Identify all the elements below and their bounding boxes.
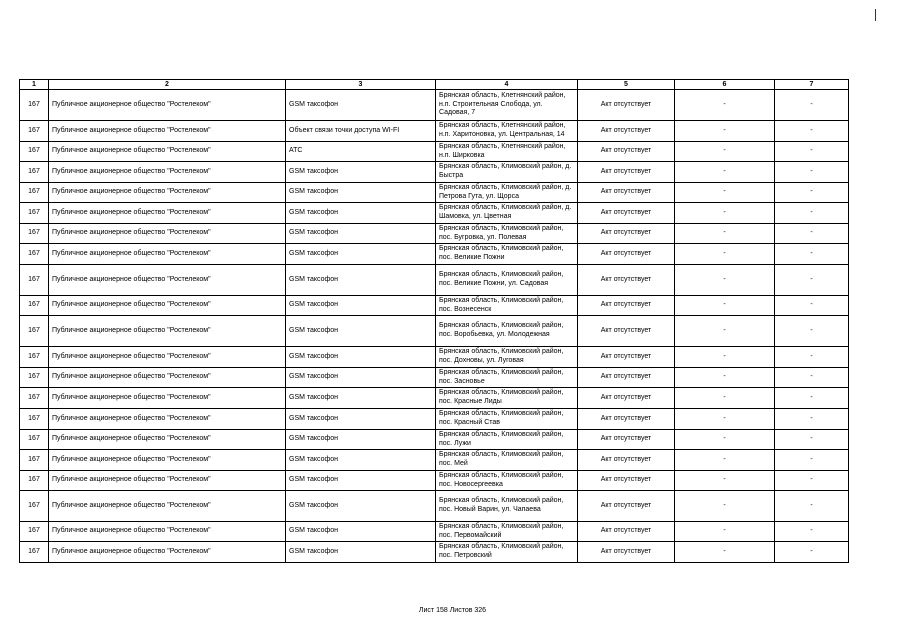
column-7-cell: - (775, 450, 849, 471)
row-number-cell: 167 (20, 183, 49, 203)
column-7-cell: - (775, 347, 849, 368)
column-6-cell: - (675, 450, 775, 471)
column-7-cell: - (775, 265, 849, 296)
organization-cell: Публичное акционерное общество "Ростелеком" (49, 296, 286, 316)
header-row (20, 80, 849, 90)
column-7-cell: - (775, 522, 849, 542)
table-row (20, 450, 849, 471)
table-row (20, 522, 849, 542)
row-number-cell: 167 (20, 522, 49, 542)
table-row (20, 142, 849, 162)
row-number-cell: 167 (20, 224, 49, 244)
header-cell: 4 (436, 80, 578, 90)
header-cell: 5 (578, 80, 675, 90)
row-number-cell: 167 (20, 430, 49, 450)
object-cell: GSM таксофон (286, 491, 436, 522)
column-6-cell: - (675, 522, 775, 542)
row-number-cell: 167 (20, 244, 49, 265)
column-7-cell: - (775, 471, 849, 491)
act-cell: Акт отсутствует (578, 121, 675, 142)
organization-cell: Публичное акционерное общество "Ростелеком" (49, 542, 286, 563)
organization-cell: Публичное акционерное общество "Ростелеком" (49, 162, 286, 183)
column-6-cell: - (675, 542, 775, 563)
column-6-cell: - (675, 409, 775, 430)
object-cell: GSM таксофон (286, 522, 436, 542)
act-cell: Акт отсутствует (578, 90, 675, 121)
organization-cell: Публичное акционерное общество "Ростелеком" (49, 522, 286, 542)
column-7-cell: - (775, 121, 849, 142)
organization-cell: Публичное акционерное общество "Ростелеком" (49, 430, 286, 450)
column-6-cell: - (675, 316, 775, 347)
table-row (20, 491, 849, 522)
margin-mark (875, 9, 876, 21)
object-cell: GSM таксофон (286, 224, 436, 244)
organization-cell: Публичное акционерное общество "Ростелеком" (49, 491, 286, 522)
column-7-cell: - (775, 316, 849, 347)
address-cell: Брянская область, Климовский район, пос. Вознесенск (436, 296, 578, 316)
table-row (20, 542, 849, 563)
act-cell: Акт отсутствует (578, 368, 675, 388)
column-7-cell: - (775, 183, 849, 203)
header-cell: 3 (286, 80, 436, 90)
column-7-cell: - (775, 296, 849, 316)
table-row (20, 162, 849, 183)
table-row (20, 296, 849, 316)
address-cell: Брянская область, Климовский район, пос. Великие Пожни (436, 244, 578, 265)
column-7-cell: - (775, 244, 849, 265)
column-7-cell: - (775, 90, 849, 121)
object-cell: GSM таксофон (286, 183, 436, 203)
organization-cell: Публичное акционерное общество "Ростелеком" (49, 142, 286, 162)
column-6-cell: - (675, 162, 775, 183)
column-6-cell: - (675, 388, 775, 409)
column-7-cell: - (775, 409, 849, 430)
row-number-cell: 167 (20, 316, 49, 347)
address-cell: Брянская область, Клетнянский район, н.п. Ширковка (436, 142, 578, 162)
object-cell: Объект связи точки доступа WI-FI (286, 121, 436, 142)
address-cell: Брянская область, Климовский район, пос. Бугровка, ул. Полевая (436, 224, 578, 244)
act-cell: Акт отсутствует (578, 430, 675, 450)
row-number-cell: 167 (20, 388, 49, 409)
row-number-cell: 167 (20, 409, 49, 430)
organization-cell: Публичное акционерное общество "Ростелеком" (49, 183, 286, 203)
row-number-cell: 167 (20, 368, 49, 388)
address-cell: Брянская область, Климовский район, пос. Воробьевка, ул. Молодежная (436, 316, 578, 347)
column-7-cell: - (775, 142, 849, 162)
table-row (20, 316, 849, 347)
row-number-cell: 167 (20, 347, 49, 368)
organization-cell: Публичное акционерное общество "Ростелеком" (49, 409, 286, 430)
column-6-cell: - (675, 430, 775, 450)
act-cell: Акт отсутствует (578, 388, 675, 409)
table-row (20, 347, 849, 368)
table-row (20, 90, 849, 121)
column-7-cell: - (775, 388, 849, 409)
act-cell: Акт отсутствует (578, 183, 675, 203)
object-cell: GSM таксофон (286, 90, 436, 121)
row-number-cell: 167 (20, 450, 49, 471)
table-row (20, 265, 849, 296)
address-cell: Брянская область, Климовский район, пос. Дохновы, ул. Луговая (436, 347, 578, 368)
act-cell: Акт отсутствует (578, 296, 675, 316)
organization-cell: Публичное акционерное общество "Ростелеком" (49, 90, 286, 121)
act-cell: Акт отсутствует (578, 162, 675, 183)
row-number-cell: 167 (20, 491, 49, 522)
column-6-cell: - (675, 224, 775, 244)
table-row (20, 203, 849, 224)
object-cell: GSM таксофон (286, 388, 436, 409)
organization-cell: Публичное акционерное общество "Ростелеком" (49, 265, 286, 296)
object-cell: GSM таксофон (286, 368, 436, 388)
row-number-cell: 167 (20, 471, 49, 491)
object-cell: GSM таксофон (286, 162, 436, 183)
object-cell: GSM таксофон (286, 542, 436, 563)
act-cell: Акт отсутствует (578, 522, 675, 542)
column-6-cell: - (675, 121, 775, 142)
object-cell: GSM таксофон (286, 347, 436, 368)
column-6-cell: - (675, 90, 775, 121)
organization-cell: Публичное акционерное общество "Ростелеком" (49, 450, 286, 471)
header-cell: 1 (20, 80, 49, 90)
column-7-cell: - (775, 224, 849, 244)
table-row (20, 471, 849, 491)
address-cell: Брянская область, Климовский район, пос. Засновье (436, 368, 578, 388)
table-body (20, 90, 849, 563)
address-cell: Брянская область, Климовский район, пос. Красный Став (436, 409, 578, 430)
address-cell: Брянская область, Климовский район, пос. Новый Варин, ул. Чапаева (436, 491, 578, 522)
act-cell: Акт отсутствует (578, 347, 675, 368)
column-6-cell: - (675, 491, 775, 522)
table-row (20, 409, 849, 430)
row-number-cell: 167 (20, 542, 49, 563)
organization-cell: Публичное акционерное общество "Ростелеком" (49, 203, 286, 224)
header-cell: 6 (675, 80, 775, 90)
address-cell: Брянская область, Климовский район, д. Шамовка, ул. Цветная (436, 203, 578, 224)
table-row (20, 244, 849, 265)
table-row (20, 183, 849, 203)
organization-cell: Публичное акционерное общество "Ростелеком" (49, 224, 286, 244)
address-cell: Брянская область, Клетнянский район, н.п. Строительная Слобода, ул. Садовая, 7 (436, 90, 578, 121)
object-cell: GSM таксофон (286, 244, 436, 265)
column-6-cell: - (675, 471, 775, 491)
act-cell: Акт отсутствует (578, 491, 675, 522)
column-6-cell: - (675, 183, 775, 203)
column-6-cell: - (675, 265, 775, 296)
act-cell: Акт отсутствует (578, 542, 675, 563)
column-6-cell: - (675, 244, 775, 265)
object-cell: GSM таксофон (286, 316, 436, 347)
act-cell: Акт отсутствует (578, 450, 675, 471)
row-number-cell: 167 (20, 90, 49, 121)
organization-cell: Публичное акционерное общество "Ростелеком" (49, 316, 286, 347)
address-cell: Брянская область, Климовский район, пос. Новосергеевка (436, 471, 578, 491)
column-7-cell: - (775, 430, 849, 450)
address-cell: Брянская область, Климовский район, д. Быстра (436, 162, 578, 183)
table-row (20, 368, 849, 388)
organization-cell: Публичное акционерное общество "Ростелеком" (49, 388, 286, 409)
column-7-cell: - (775, 162, 849, 183)
address-cell: Брянская область, Климовский район, пос. Первомайский (436, 522, 578, 542)
address-cell: Брянская область, Клетнянский район, н.п. Харитоновка, ул. Центральная, 14 (436, 121, 578, 142)
organization-cell: Публичное акционерное общество "Ростелеком" (49, 471, 286, 491)
header-cell: 2 (49, 80, 286, 90)
act-cell: Акт отсутствует (578, 471, 675, 491)
object-cell: GSM таксофон (286, 265, 436, 296)
object-cell: GSM таксофон (286, 471, 436, 491)
column-7-cell: - (775, 368, 849, 388)
object-cell: АТС (286, 142, 436, 162)
column-6-cell: - (675, 347, 775, 368)
row-number-cell: 167 (20, 265, 49, 296)
address-cell: Брянская область, Климовский район, д. Петрова Гута, ул. Щорса (436, 183, 578, 203)
table-row (20, 224, 849, 244)
row-number-cell: 167 (20, 203, 49, 224)
organization-cell: Публичное акционерное общество "Ростелеком" (49, 347, 286, 368)
row-number-cell: 167 (20, 142, 49, 162)
object-cell: GSM таксофон (286, 430, 436, 450)
address-cell: Брянская область, Климовский район, пос. Мей (436, 450, 578, 471)
column-7-cell: - (775, 542, 849, 563)
address-cell: Брянская область, Климовский район, пос. Красные Лиды (436, 388, 578, 409)
row-number-cell: 167 (20, 162, 49, 183)
act-cell: Акт отсутствует (578, 409, 675, 430)
object-cell: GSM таксофон (286, 450, 436, 471)
organization-cell: Публичное акционерное общество "Ростелеком" (49, 121, 286, 142)
registry-table (19, 79, 849, 563)
row-number-cell: 167 (20, 296, 49, 316)
act-cell: Акт отсутствует (578, 265, 675, 296)
column-6-cell: - (675, 296, 775, 316)
organization-cell: Публичное акционерное общество "Ростелеком" (49, 368, 286, 388)
table-row (20, 388, 849, 409)
row-number-cell: 167 (20, 121, 49, 142)
act-cell: Акт отсутствует (578, 244, 675, 265)
column-6-cell: - (675, 142, 775, 162)
act-cell: Акт отсутствует (578, 142, 675, 162)
address-cell: Брянская область, Климовский район, пос. Лужи (436, 430, 578, 450)
header-cell: 7 (775, 80, 849, 90)
act-cell: Акт отсутствует (578, 316, 675, 347)
act-cell: Акт отсутствует (578, 203, 675, 224)
object-cell: GSM таксофон (286, 203, 436, 224)
act-cell: Акт отсутствует (578, 224, 675, 244)
page-footer: Лист 158 Листов 326 (418, 607, 487, 614)
column-7-cell: - (775, 491, 849, 522)
object-cell: GSM таксофон (286, 296, 436, 316)
table-row (20, 430, 849, 450)
address-cell: Брянская область, Климовский район, пос. Петровский (436, 542, 578, 563)
column-7-cell: - (775, 203, 849, 224)
address-cell: Брянская область, Климовский район, пос. Великие Пожни, ул. Садовая (436, 265, 578, 296)
organization-cell: Публичное акционерное общество "Ростелеком" (49, 244, 286, 265)
column-6-cell: - (675, 368, 775, 388)
column-6-cell: - (675, 203, 775, 224)
object-cell: GSM таксофон (286, 409, 436, 430)
table-row (20, 121, 849, 142)
